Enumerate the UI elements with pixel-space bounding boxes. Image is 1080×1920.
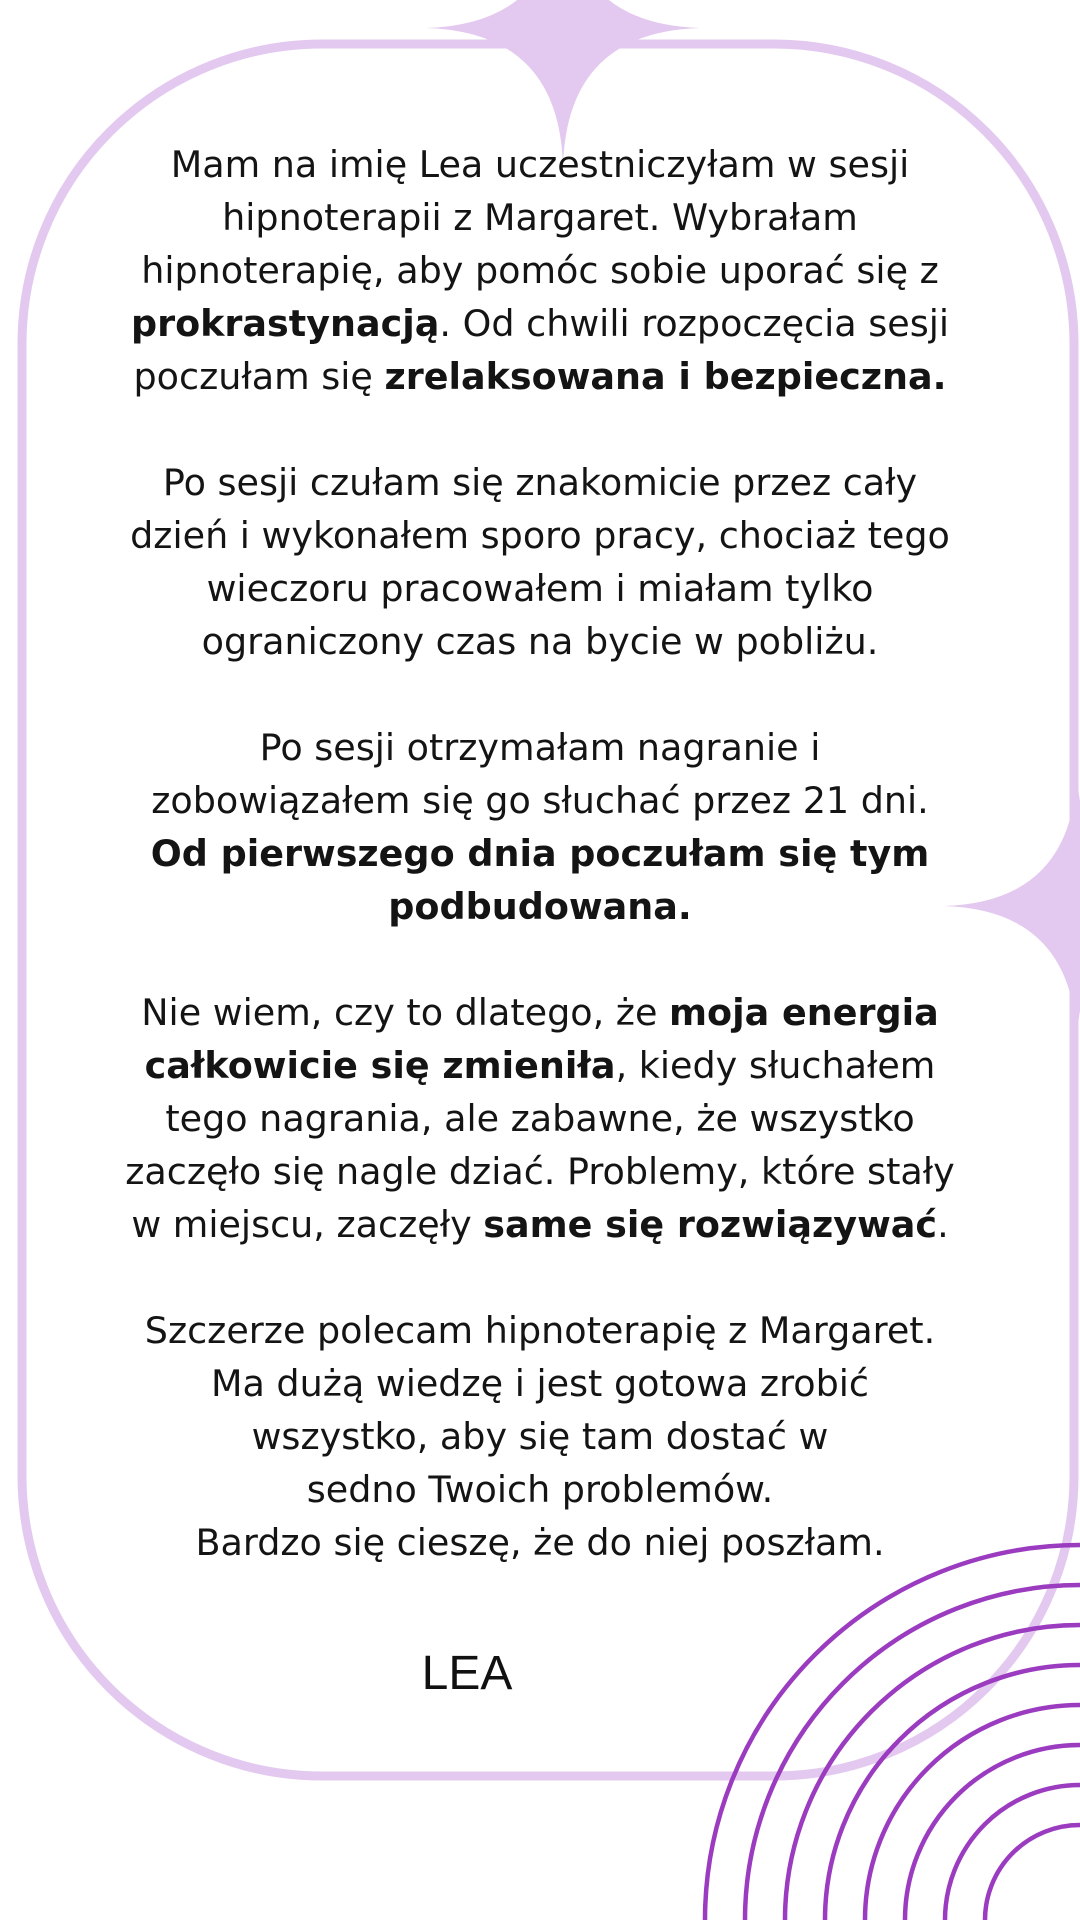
text-fragment: . xyxy=(937,1203,949,1246)
highlight-text: podbudowana. xyxy=(388,885,692,928)
text-line: Ma dużą wiedzę i jest gotowa zrobić xyxy=(210,1362,870,1405)
text-fragment: , kiedy słuchałem xyxy=(615,1044,936,1087)
text-line: sedno Twoich problemów. xyxy=(306,1468,774,1511)
testimonial-paragraph-4 xyxy=(112,986,968,1251)
text-line: Mam na imię Lea uczestniczyłam w sesji xyxy=(170,143,910,186)
text-line: tego nagrania, ale zabawne, że wszystko xyxy=(165,1097,915,1140)
text-line: Po sesji otrzymałam nagranie i xyxy=(259,726,821,769)
text-line xyxy=(112,1198,968,1251)
testimonial-paragraph-2 xyxy=(112,456,968,668)
text-line: ograniczony czas na bycie w pobliżu. xyxy=(201,620,879,663)
text-line: Szczerze polecam hipnoterapię z Margaret. xyxy=(144,1309,936,1352)
text-fragment: poczułam się xyxy=(133,355,385,398)
text-line xyxy=(112,986,968,1039)
text-line xyxy=(112,880,968,933)
text-line xyxy=(112,350,968,403)
testimonial-paragraph-5 xyxy=(112,1304,968,1569)
text-line xyxy=(112,1039,968,1092)
signature: LEA xyxy=(421,1647,513,1700)
text-line: wszystko, aby się tam dostać w xyxy=(251,1415,829,1458)
text-line: dzień i wykonałem sporo pracy, chociaż tego xyxy=(130,514,950,557)
text-line: zobowiązałem się go słuchać przez 21 dni. xyxy=(151,779,929,822)
text-line: hipnoterapii z Margaret. Wybrałam xyxy=(222,196,858,239)
testimonial-paragraph-1 xyxy=(112,138,968,403)
text-line: Bardzo się cieszę, że do niej poszłam. xyxy=(195,1521,885,1564)
text-fragment: Nie wiem, czy to dlatego, że xyxy=(141,991,670,1034)
text-line xyxy=(112,297,968,350)
text-line: wieczoru pracowałem i miałam tylko xyxy=(206,567,874,610)
highlight-text: Od pierwszego dnia poczułam się tym xyxy=(150,832,930,875)
text-fragment: . Od chwili rozpoczęcia sesji xyxy=(439,302,950,345)
testimonial-paragraph-3 xyxy=(112,721,968,933)
text-line: hipnoterapię, aby pomóc sobie uporać się z xyxy=(141,249,939,292)
highlight-text: prokrastynacją xyxy=(130,302,440,345)
highlight-text: moja energia xyxy=(669,991,939,1034)
text-line: Po sesji czułam się znakomicie przez cały xyxy=(162,461,918,504)
highlight-text: całkowicie się zmieniła xyxy=(144,1044,616,1087)
text-line: zaczęło się nagle dziać. Problemy, które stały xyxy=(125,1150,955,1193)
highlight-text: same się rozwiązywać xyxy=(483,1203,938,1246)
concentric-arcs xyxy=(705,1545,1080,1920)
text-fragment: w miejscu, zaczęły xyxy=(131,1203,484,1246)
testimonial-text xyxy=(112,138,968,1569)
text-line xyxy=(112,827,968,880)
highlight-text: zrelaksowana i bezpieczna. xyxy=(384,355,947,398)
